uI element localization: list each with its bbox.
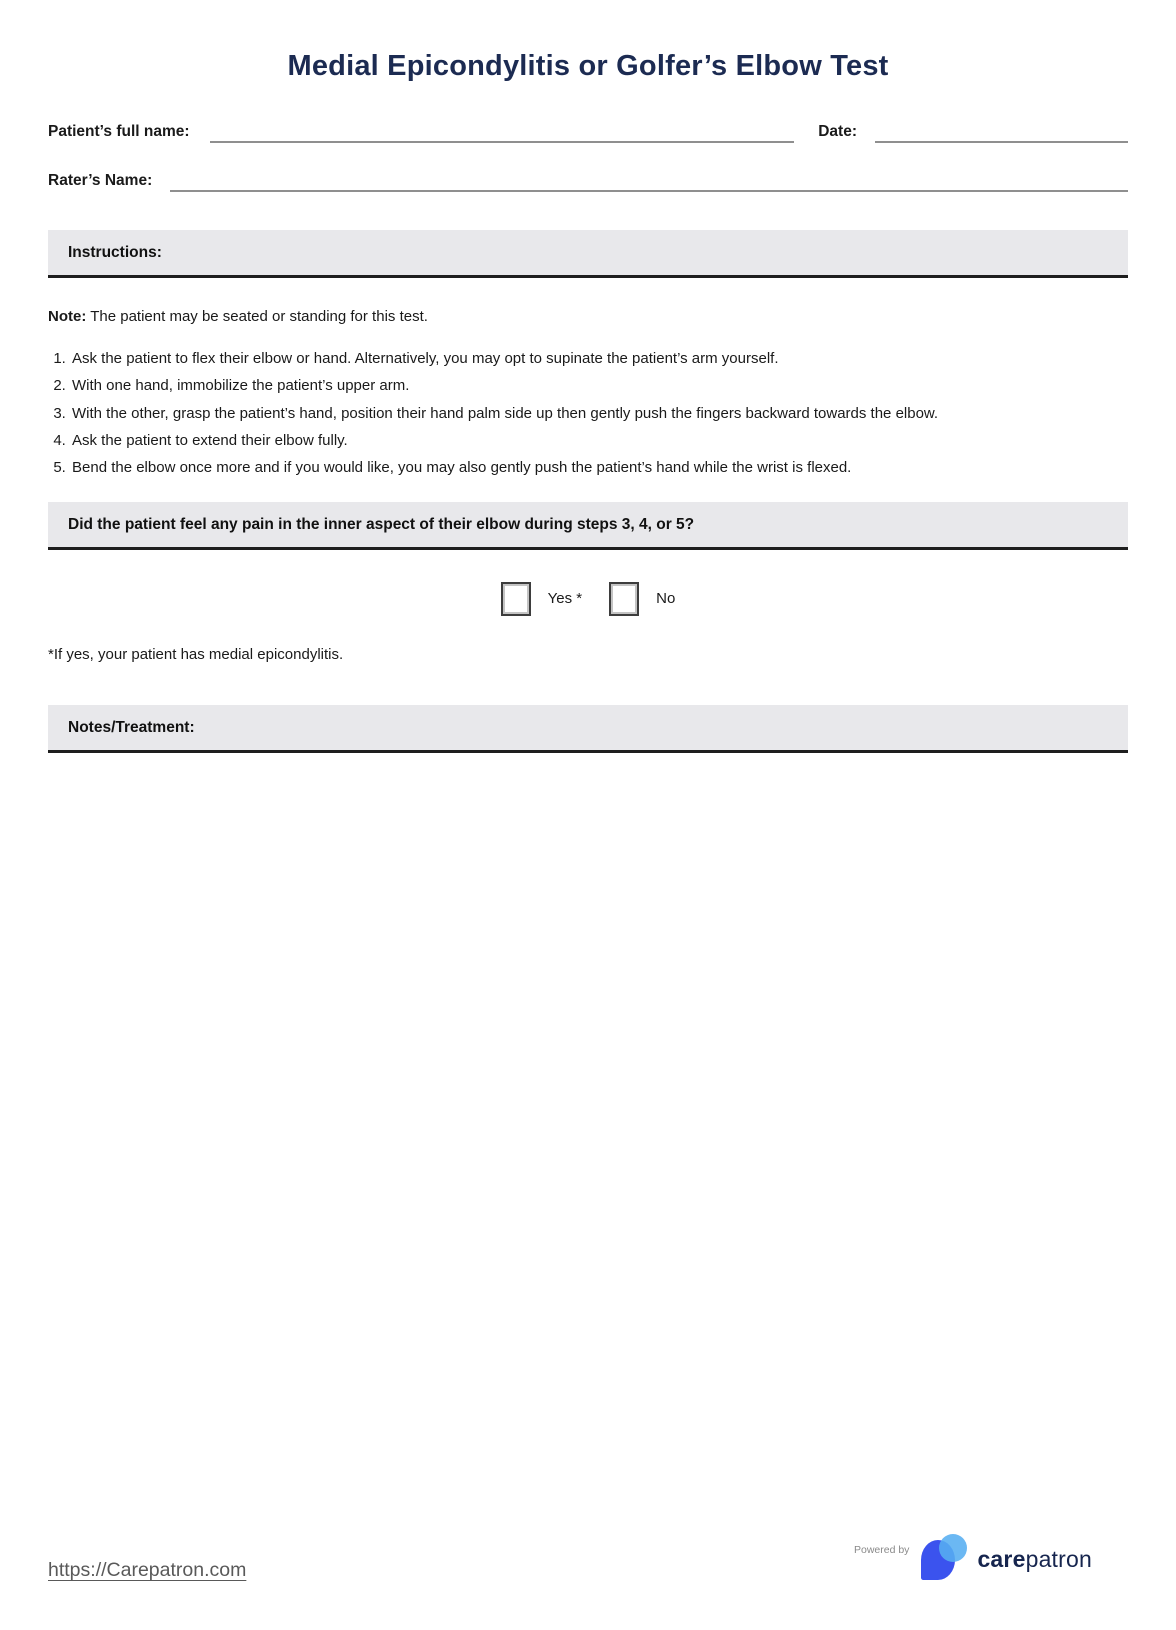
patient-name-input[interactable] (210, 123, 795, 143)
instruction-step: 2. With one hand, immobilize the patient’s upper arm. (70, 378, 1128, 394)
yes-choice (501, 582, 582, 616)
patient-date-row (48, 123, 1128, 143)
no-choice (609, 582, 675, 616)
instruction-step: 4. Ask the patient to extend their elbow fully. (70, 433, 1128, 449)
powered-by-block (854, 1534, 1092, 1582)
rater-row (48, 172, 1128, 192)
no-checkbox[interactable] (609, 582, 639, 616)
page-title: Medial Epicondylitis or Golfer’s Elbow Test (287, 50, 889, 82)
brand-patron-text: patron (1025, 1545, 1092, 1572)
pain-question-header (48, 502, 1128, 550)
notes-writing-area[interactable] (48, 753, 1128, 1453)
yes-footnote: *If yes, your patient has medial epicondylitis. (48, 645, 344, 663)
brand-care-text: care (977, 1545, 1026, 1572)
carepatron-wordmark (977, 1546, 1092, 1573)
carepatron-logo-icon (921, 1534, 969, 1582)
carepatron-link[interactable]: https://Carepatron.com (48, 1559, 247, 1581)
patient-name-label: Patient’s full name: (48, 123, 190, 140)
date-label: Date: (818, 123, 857, 140)
instructions-heading: Instructions: (68, 244, 162, 261)
notes-section-header (48, 705, 1128, 753)
instruction-step: 3. With the other, grasp the patient’s hand, position their hand palm side up then gently push the fingers backward towards the elbow. (70, 406, 1128, 422)
instruction-steps (52, 351, 1128, 476)
instructions-section-header (48, 230, 1128, 278)
instruction-step: 5. Bend the elbow once more and if you would like, you may also gently push the patient’s hand while the wrist is flexed. (70, 460, 1128, 476)
date-input[interactable] (875, 123, 1128, 143)
note-label: Note: (48, 308, 87, 325)
note-text: The patient may be seated or standing for this test. (86, 308, 428, 325)
no-label: No (656, 590, 676, 608)
note-line (48, 308, 1128, 325)
notes-heading: Notes/Treatment: (68, 718, 195, 736)
rater-name-label: Rater’s Name: (48, 172, 153, 189)
powered-by-label: Powered by (853, 1544, 910, 1556)
instruction-step: 1. Ask the patient to flex their elbow or hand. Alternatively, you may opt to supinate the patient’s arm yourself. (70, 351, 1128, 367)
pain-question-text: Did the patient feel any pain in the inner aspect of their elbow during steps 3, 4, or 5? (68, 515, 695, 533)
logo-circle-shape (939, 1534, 967, 1562)
yes-no-choice-row (48, 582, 1128, 616)
yes-label: Yes * (547, 590, 583, 608)
rater-name-input[interactable] (170, 172, 1128, 192)
yes-checkbox[interactable] (501, 582, 531, 616)
